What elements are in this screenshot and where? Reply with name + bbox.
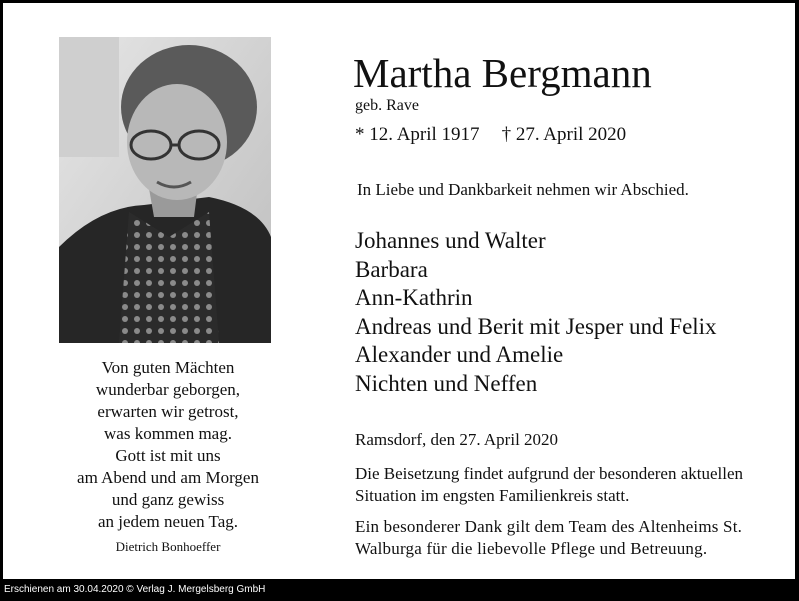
farewell-text: In Liebe und Dankbarkeit nehmen wir Abschied. bbox=[357, 180, 689, 199]
place-date: Ramsdorf, den 27. April 2020 bbox=[355, 430, 559, 449]
poem bbox=[43, 357, 293, 557]
poem-line: Gott ist mit uns bbox=[115, 446, 221, 465]
death-date: † 27. April 2020 bbox=[501, 124, 627, 145]
family-list bbox=[355, 227, 717, 398]
poem-line: an jedem neuen Tag. bbox=[97, 512, 239, 531]
family-member: Andreas und Berit mit Jesper und Felix bbox=[355, 313, 717, 339]
obituary-card bbox=[3, 3, 795, 579]
birth-date: * 12. April 1917 bbox=[355, 124, 480, 145]
maiden-name: geb. Rave bbox=[355, 97, 419, 114]
poem-line: am Abend und am Morgen bbox=[77, 468, 259, 487]
poem-author: Dietrich Bonhoeffer bbox=[115, 539, 221, 554]
deceased-name: Martha Bergmann bbox=[353, 50, 652, 96]
poem-line: erwarten wir getrost, bbox=[97, 402, 239, 421]
family-member: Ann-Kathrin bbox=[355, 285, 473, 310]
portrait-image bbox=[59, 37, 271, 343]
poem-line: und ganz gewiss bbox=[111, 490, 225, 509]
publication-footer: Erschienen am 30.04.2020 © Verlag J. Mergelsberg GmbH bbox=[4, 584, 266, 595]
life-dates bbox=[355, 124, 626, 146]
family-member: Nichten und Neffen bbox=[355, 370, 538, 396]
thanks-note: Ein besonderer Dank gilt dem Team des Altenheims St. Walburga für die liebevolle Pflege und Betreuung. bbox=[355, 517, 743, 558]
family-member: Johannes und Walter bbox=[355, 228, 546, 253]
poem-line: Von guten Mächten bbox=[101, 358, 235, 377]
portrait-photo bbox=[59, 37, 271, 343]
burial-note: Die Beisetzung findet aufgrund der besonderen aktuellen Situation im engsten Familienkreis statt. bbox=[355, 464, 744, 505]
family-member: Alexander und Amelie bbox=[355, 342, 564, 367]
family-member: Barbara bbox=[355, 256, 428, 282]
poem-line: wunderbar geborgen, bbox=[95, 380, 241, 399]
poem-line: was kommen mag. bbox=[104, 424, 232, 443]
